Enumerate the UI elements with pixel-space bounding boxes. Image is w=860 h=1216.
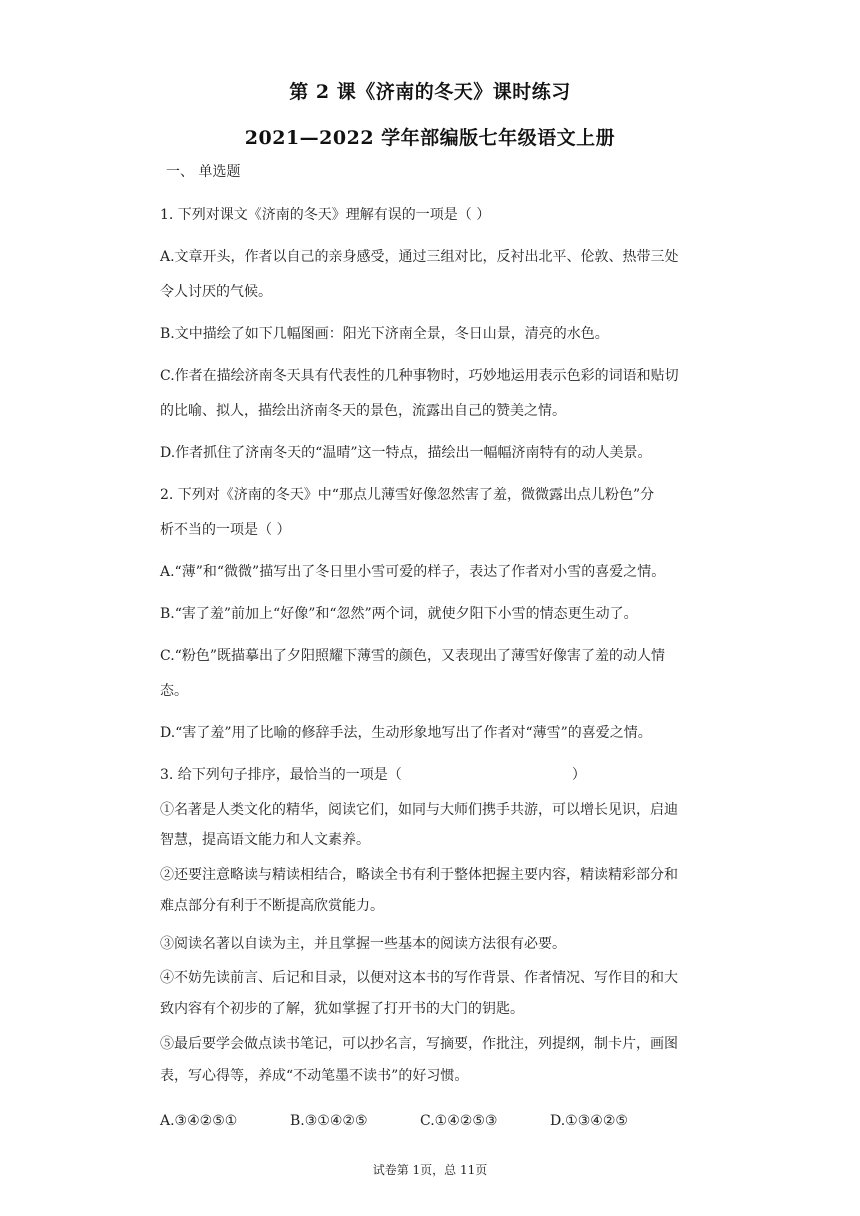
question-2-option-c: C.“粉色”既描摹出了夕阳照耀下薄雪的颜色，又表现出了薄雪好像害了羞的动人情 bbox=[160, 648, 665, 664]
sentence-3: ③阅读名著以自读为主，并且掌握一些基本的阅读方法很有必要。 bbox=[160, 936, 566, 952]
question-3-stem-close: ） bbox=[571, 767, 586, 783]
question-2-stem-cont: 析不当的一项是（ ） bbox=[160, 522, 291, 538]
question-2-option-c-cont: 态。 bbox=[160, 683, 188, 699]
question-3-option-a: A.③④②⑤① bbox=[160, 1113, 238, 1129]
question-2-option-b: B.“害了羞”前加上“好像”和“忽然”两个词，就使夕阳下小雪的情态更生动了。 bbox=[160, 606, 638, 622]
question-3-stem-text: 3. 给下列句子排序，最恰当的一项是（ bbox=[160, 767, 402, 783]
question-2-option-a: A.“薄”和“微微”描写出了冬日里小雪可爱的样子，表达了作者对小雪的喜爱之情。 bbox=[160, 564, 666, 580]
question-1-option-c-cont: 的比喻、拟人，描绘出济南冬天的景色，流露出自己的赞美之情。 bbox=[160, 403, 566, 419]
question-1-stem: 1. 下列对课文《济南的冬天》理解有误的一项是（ ） bbox=[160, 207, 491, 223]
question-3-stem bbox=[160, 765, 586, 785]
question-1-option-d: D.作者抓住了济南冬天的“温晴”这一特点，描绘出一幅幅济南特有的动人美景。 bbox=[160, 445, 652, 461]
sentence-2: ②还要注意略读与精读相结合，略读全书有利于整体把握主要内容，精读精彩部分和 bbox=[160, 867, 678, 883]
sentence-1-cont: 智慧，提高语文能力和人文素养。 bbox=[160, 832, 370, 848]
question-1-option-a-cont: 令人讨厌的气候。 bbox=[160, 284, 272, 300]
question-2-stem: 2. 下列对《济南的冬天》中“那点儿薄雪好像忽然害了羞，微微露出点儿粉色”分 bbox=[160, 487, 655, 503]
sentence-5-cont: 表，写心得等，养成“不动笔墨不读书”的好习惯。 bbox=[160, 1068, 469, 1084]
question-3-options bbox=[160, 1111, 628, 1131]
question-1-option-a: A.文章开头，作者以自己的亲身感受，通过三组对比，反衬出北平、伦敦、热带三处 bbox=[160, 249, 679, 265]
question-3-option-b: B.③①④②⑤ bbox=[290, 1113, 368, 1129]
sentence-5: ⑤最后要学会做点读书笔记，可以抄名言，写摘要，作批注，列提纲，制卡片，画图 bbox=[160, 1036, 678, 1052]
page-title: 第 2 课《济南的冬天》课时练习 bbox=[289, 81, 571, 103]
sentence-2-cont: 难点部分有利于不断提高欣赏能力。 bbox=[160, 898, 384, 914]
question-1-option-c: C.作者在描绘济南冬天具有代表性的几种事物时，巧妙地运用表示色彩的词语和贴切 bbox=[160, 368, 679, 384]
question-3-option-c: C.①④②⑤③ bbox=[420, 1113, 498, 1129]
sentence-4-cont: 致内容有个初步的了解，犹如掌握了打开书的大门的钥匙。 bbox=[160, 1001, 524, 1017]
section-heading: 一、 单选题 bbox=[166, 164, 241, 180]
question-3-option-d: D.①③④②⑤ bbox=[550, 1113, 628, 1129]
question-2-option-d: D.“害了羞”用了比喻的修辞手法，生动形象地写出了作者对“薄雪”的喜爱之情。 bbox=[160, 725, 652, 741]
sentence-1: ①名著是人类文化的精华，阅读它们，如同与大师们携手共游，可以增长见识，启迪 bbox=[160, 802, 678, 818]
page-footer: 试卷第 1页，总 11页 bbox=[372, 1163, 488, 1177]
sentence-4: ④不妨先读前言、后记和目录，以便对这本书的写作背景、作者情况、写作目的和大 bbox=[160, 970, 678, 986]
page-subtitle: 2021—2022 学年部编版七年级语文上册 bbox=[244, 127, 616, 149]
question-1-option-b: B.文中描绘了如下几幅图画：阳光下济南全景，冬日山景，清亮的水色。 bbox=[160, 326, 609, 342]
